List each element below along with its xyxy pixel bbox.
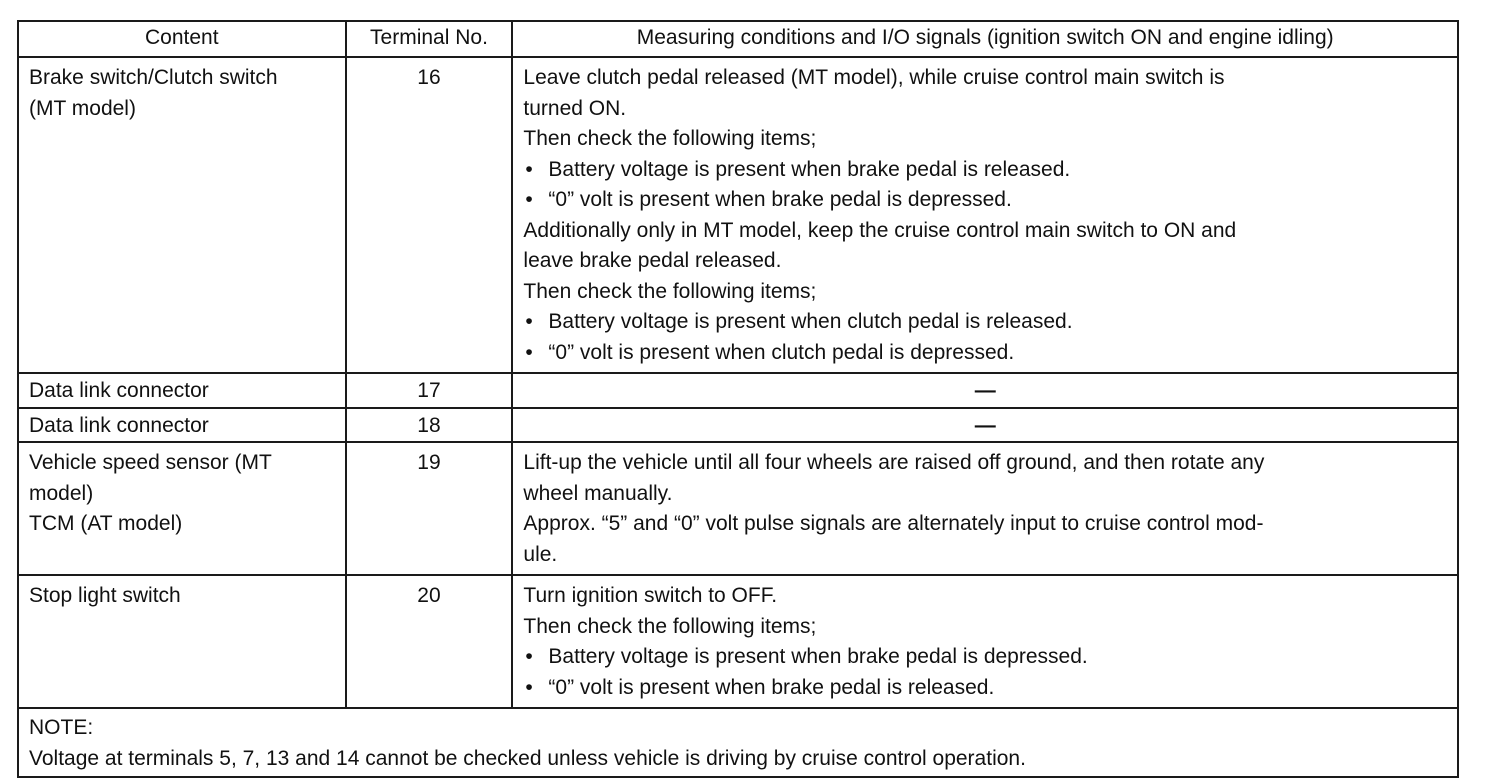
condition-line: Then check the following items; [523, 614, 817, 638]
condition-line: Lift-up the vehicle until all four wheels are raised off ground, and then rotate any [523, 451, 1265, 474]
content-cell [18, 442, 346, 575]
content-line: TCM (AT model) [29, 512, 183, 535]
note-text: Voltage at terminals 5, 7, 13 and 14 cannot be checked unless vehicle is driving by cruise control operation. [29, 746, 1026, 770]
note-row [18, 708, 1458, 777]
condition-bullet: • “0” volt is present when brake pedal is depressed. [523, 185, 1447, 216]
terminal-check-table [17, 20, 1459, 778]
condition-bullet: • Battery voltage is present when clutch pedal is released. [523, 307, 1447, 338]
terminal-cell: 20 [346, 575, 513, 708]
header-content: Content [18, 21, 346, 57]
condition-line: Turn ignition switch to OFF. [523, 584, 778, 607]
note-label: NOTE: [29, 716, 94, 739]
condition-bullet: • Battery voltage is present when brake pedal is released. [523, 155, 1447, 186]
table-row [18, 408, 1458, 443]
header-measuring-conditions: Measuring conditions and I/O signals (ignition switch ON and engine idling) [512, 21, 1458, 57]
content-line: model) [29, 481, 94, 505]
conditions-cell [512, 575, 1458, 708]
condition-bullet: • “0” volt is present when brake pedal is released. [523, 673, 1447, 704]
condition-line: Then check the following items; [523, 127, 817, 150]
conditions-cell [512, 442, 1458, 575]
terminal-cell: 16 [346, 57, 513, 373]
header-row [18, 21, 1458, 57]
condition-bullet: • “0” volt is present when clutch pedal is depressed. [523, 338, 1447, 369]
condition-bullet: • Battery voltage is present when brake pedal is depressed. [523, 642, 1447, 673]
em-dash: — [974, 379, 996, 402]
content-line: Vehicle speed sensor (MT [29, 451, 272, 474]
table-row [18, 373, 1458, 408]
content-line: (MT model) [29, 96, 136, 120]
condition-line: Additionally only in MT model, keep the cruise control main switch to ON and [523, 218, 1237, 242]
content-cell [18, 57, 346, 373]
content-cell: Data link connector [18, 408, 346, 443]
em-dash: — [974, 413, 996, 437]
table-row [18, 57, 1458, 373]
condition-line: Leave clutch pedal released (MT model), while cruise control main switch is [523, 66, 1225, 89]
conditions-cell [512, 408, 1458, 443]
table-row [18, 442, 1458, 575]
conditions-cell [512, 57, 1458, 373]
content-cell: Data link connector [18, 373, 346, 408]
terminal-cell: 18 [346, 408, 513, 443]
note-cell [18, 708, 1458, 777]
content-line: Brake switch/Clutch switch [29, 66, 278, 89]
condition-line: Then check the following items; [523, 279, 817, 303]
condition-line: leave brake pedal released. [523, 249, 782, 272]
table-row [18, 575, 1458, 708]
conditions-cell [512, 373, 1458, 408]
condition-line: Approx. “5” and “0” volt pulse signals are alternately input to cruise control mod- [523, 512, 1264, 535]
header-terminal-no: Terminal No. [346, 21, 513, 57]
condition-line: wheel manually. [523, 481, 673, 505]
terminal-cell: 19 [346, 442, 513, 575]
content-cell: Stop light switch [18, 575, 346, 708]
terminal-cell: 17 [346, 373, 513, 408]
condition-line: ule. [523, 542, 558, 566]
condition-line: turned ON. [523, 96, 627, 120]
